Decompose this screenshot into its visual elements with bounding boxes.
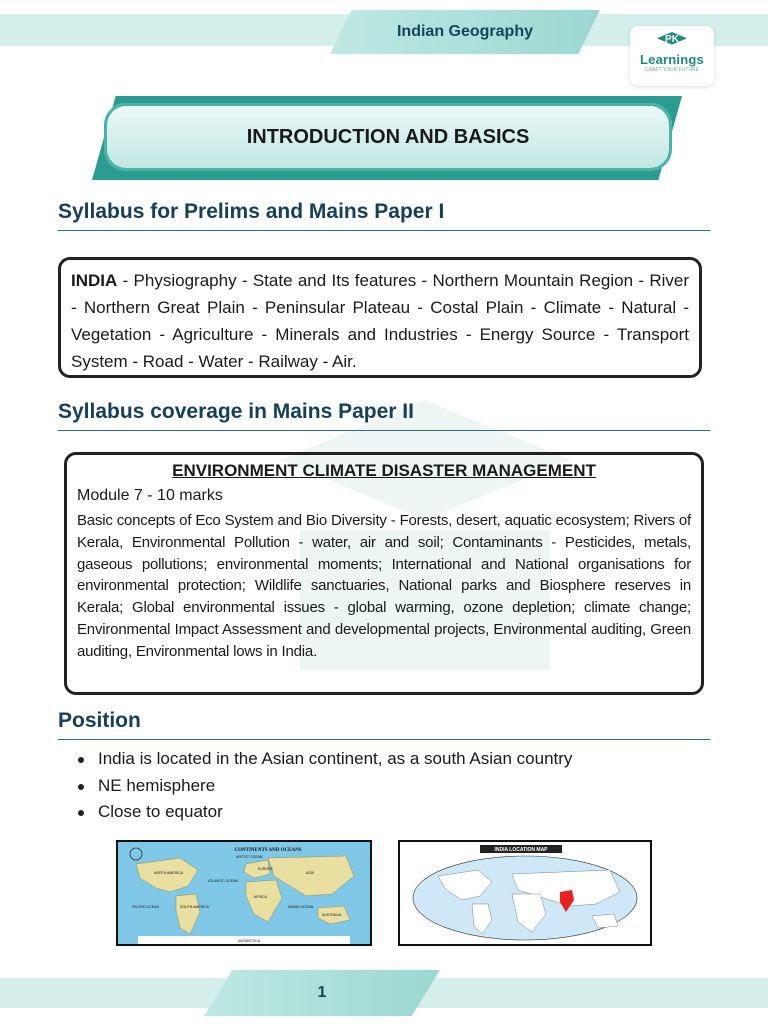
subject-title: Indian Geography	[396, 23, 533, 40]
section-heading-position: Position	[58, 709, 710, 740]
map1-label: EUROPE	[258, 867, 273, 871]
list-item: India is located in the Asian continent, as a south Asian country	[76, 746, 716, 773]
continents-oceans-map	[116, 840, 372, 946]
map2-title: INDIA LOCATION MAP	[494, 847, 548, 853]
page-number: 1	[317, 984, 327, 1001]
map1-label: NORTH AMERICA	[154, 871, 184, 875]
map1-label: INDIAN OCEAN	[288, 905, 314, 909]
india-location-map	[398, 840, 652, 946]
logo-brand: Learnings	[640, 52, 704, 67]
module-label: Module 7 - 10 marks	[77, 487, 223, 504]
list-item: Close to equator	[76, 799, 716, 826]
position-list	[76, 746, 716, 826]
map1-label: ANTARCTICA	[238, 939, 261, 943]
section-heading-mains: Syllabus coverage in Mains Paper II	[58, 400, 710, 431]
map1-label: PACIFIC OCEAN	[132, 905, 159, 909]
list-item: NE hemisphere	[76, 773, 716, 800]
chapter-title: INTRODUCTION AND BASICS	[246, 126, 530, 148]
logo-badge: PK	[665, 34, 679, 45]
mains-syllabus-box	[64, 452, 704, 695]
pk-learnings-logo	[630, 26, 714, 86]
syllabus-text: - Physiography - State and Its features - Northern Mountain Region - River - Northern Great Plain - Peninsular Plateau - Costal Plain - Climate - Natural - Vegetation - Agriculture - Minerals and Industries - Energy Source - Transport System - Road - Water - Railway - Air.	[71, 271, 689, 371]
map1-label: ASIA	[306, 871, 314, 875]
module-body: Basic concepts of Eco System and Bio Diversity - Forests, desert, aquatic ecosystem; Rivers of Kerala, Environmental Pollution - water, air and soil; Contaminants - Pesticides, metals, gaseous pollutions; environmental moments; International and National organisations for environmental protection; Wildlife sanctuaries, National parks and Biosphere reserves in Kerala; Global environmental issues - global warming, ozone depletion; climate change; Environmental Impact Assessment and developmental projects, Environmental auditing, Green auditing, Environmental lows in India.	[77, 512, 691, 660]
map1-title: CONTINENTS AND OCEANS	[234, 848, 302, 853]
map1-label: AFRICA	[254, 895, 267, 899]
map1-label: ARCTIC OCEAN	[236, 855, 263, 859]
box-title: ENVIRONMENT CLIMATE DISASTER MANAGEMENT	[172, 461, 596, 480]
syllabus-lead: INDIA	[71, 271, 118, 290]
map1-label: ATLANTIC OCEAN	[208, 879, 239, 883]
prelims-syllabus-box	[58, 257, 702, 378]
map1-label: AUSTRALIA	[322, 913, 342, 917]
map1-label: SOUTH AMERICA	[180, 905, 209, 909]
logo-tagline: CRAFT YOUR FUTURE	[645, 67, 699, 73]
section-heading-prelims: Syllabus for Prelims and Mains Paper I	[58, 200, 710, 231]
